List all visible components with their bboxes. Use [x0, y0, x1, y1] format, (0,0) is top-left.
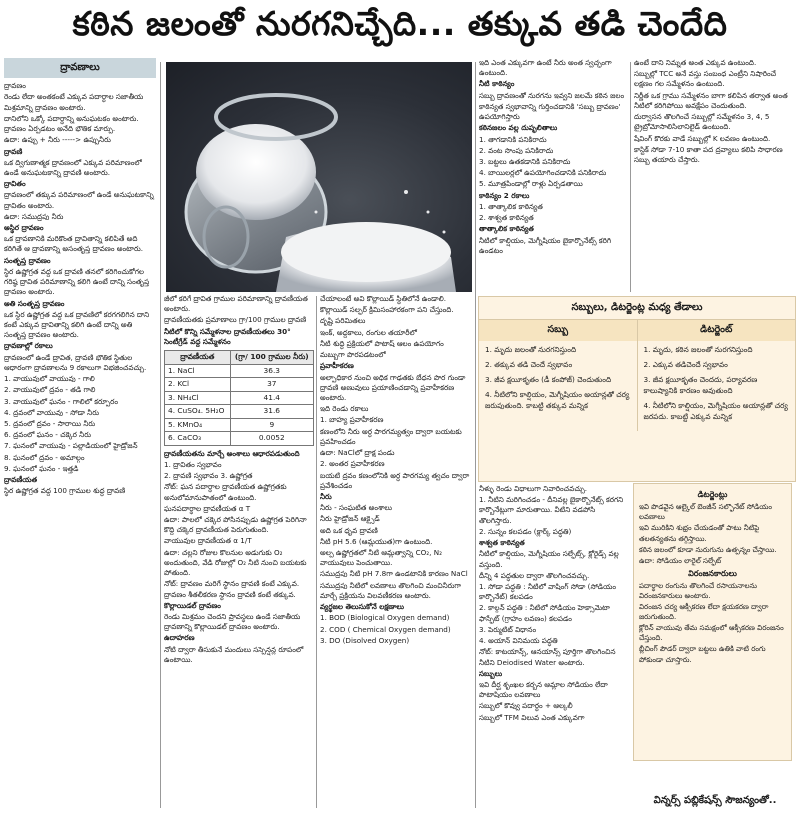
paragraph: ఇది రెండు రకాలు	[320, 404, 369, 414]
paragraph: మబ్బుగా పొరపడటంలో	[320, 350, 386, 360]
paragraph: 6. ద్రవంలో ఘనం - చక్కెర నీరు	[4, 430, 91, 440]
paragraph: బయటి ద్రవం కణంలోనికి అర్ధ పారగమ్య త్వచం ద్వారా ప్రవేశించడం	[320, 470, 470, 490]
paragraph: 1. వాయువులో వాయువు - గాలి	[4, 374, 95, 384]
list-item: 4. నీటిలోని కాల్షియం, మెగ్నీషియం అయాన్లతో చర్య జరపదు. కాబట్టి ఎక్కువ మన్నిక	[643, 400, 788, 421]
list-item: 2. తక్కువ తడి చెందే స్వభావం	[485, 359, 573, 369]
paragraph: ఒక స్థిర ఉష్ణోగ్రత వద్ద ఒక ద్రావణిలో కరగగలిగిన దాని కంటే ఎక్కువ ద్రావితాన్ని కలిగి ఉంటే దాన్ని అతి సంతృప్త ద్రావణం అంటారు.	[4, 309, 150, 340]
paragraph: 5. ద్రవంలో ద్రవం - సారాయి నీరు	[4, 418, 96, 428]
paragraph: 4. బాయిలర్లలో ఉపయోగించడానికి పనికిరాదు	[479, 168, 607, 178]
paragraph: నీటిలో కాల్షియం, మెగ్నీషియం బైకార్బొనేట్స్ కరిగి ఉండటం	[479, 235, 612, 255]
column-2	[164, 294, 314, 808]
paragraph: నోట్: ఘన పదార్థాల ద్రావణీయత ఉష్ణోగ్రతకు అనులోమానుపాతంలో ఉంటుంది.	[164, 482, 287, 502]
compound-cell: 3. NH₄Cl	[165, 391, 231, 405]
paragraph: 2. అంతర ప్రవాహీకరణ	[320, 459, 385, 469]
paragraph: నోటి ద్వారా తీసుకునే మందులు సస్పెన్షన్ల రూపంలో ఉంటాయి.	[164, 644, 304, 664]
soap-heading: సబ్బు	[479, 320, 638, 341]
paragraph: ఉంటే దాని నిమ్నత అంత ఎక్కువ ఉంటుంది.	[634, 58, 757, 67]
subheading: సంతృప్త ద్రావణం	[4, 255, 51, 265]
paragraph: 3. DO (Disolved Oxygen)	[320, 635, 410, 645]
list-item: క్లోరిన్ వాయువు తేమ సమక్షంలో ఆక్సీకరణ విరంజనం చేస్తుంది.	[639, 623, 784, 643]
list-item: ఇవి మురికిని శుభ్రం చేయడంతో పాటు నీటిపై తలతన్యతను తగ్గిస్తాయి.	[639, 523, 760, 543]
paragraph: సబ్బుల్లో TCC అనే వస్తు సంబంధ ఎంట్రీని నిషారించే లక్షణం గల సమ్మేళనం ఉంటుంది.	[634, 69, 777, 89]
subheading: నీటి కాఠిన్యం	[479, 79, 515, 89]
list-item: 3. జీవ క్షయీకృతం (డీ కంపోజ్) చెందుతుంది	[485, 374, 612, 384]
column-rule	[630, 62, 631, 292]
paragraph: నోట్: ద్రావణం మరిగే స్థానం ద్రావణి కంటే ఎక్కువ. ద్రావణం శీతలీకరణ స్థానం ద్రావణి కంటే తక్కువ.	[164, 579, 300, 599]
paragraph: 1. తాత్కాలిక కాఠిన్యత	[479, 201, 543, 211]
list-item: పదార్థాల రంగును తొలగించే రసాయనాలను విరంజనకారులు అంటారు.	[639, 581, 757, 601]
caption-text: జీలో కరిగే ద్రావిత గ్రాముల పరిమాణాన్ని ద్రావణీయత అంటారు.	[164, 294, 308, 314]
table-header: (గ్రా/ 100 గ్రాముల నీరు)	[230, 351, 313, 365]
subheading: కాఠిన్యం 2 రకాలు	[479, 190, 530, 200]
compound-cell: 1. NaCl	[165, 364, 231, 378]
soap-detergent-comparison	[478, 296, 796, 482]
subheading: శాశ్వత కాఠిన్యత	[479, 538, 525, 548]
paragraph: సబ్బులో TFM విలువ ఎంత ఎక్కువగా	[479, 712, 585, 722]
column-5	[634, 58, 794, 290]
paragraph: నిర్ణీత ఒక గ్రాము సమ్మేళనం బాగా కలిపిన తర్వాత అంత నీటిలో కరిగిపోయి అవక్షేపం చెందుతుంది.	[634, 90, 788, 110]
column-4-body	[479, 58, 627, 256]
paragraph: 7. ఘనంలో వాయువు - పల్లాడియంలో హైడ్రోజన్	[4, 441, 138, 451]
list-item: ఉదా: సోడియం లారైల్ సల్ఫేట్	[639, 555, 722, 565]
detergent-heading: డిటర్జెంట్	[638, 320, 796, 341]
paragraph: కణంలోని నీరు అర్ధ పారగమ్యత్వం ద్వారా బయటకు ప్రవహించడం	[320, 426, 462, 446]
subheading: ద్రావణి	[4, 146, 23, 156]
compound-cell: 5. KMnO₄	[165, 418, 231, 432]
column-1	[4, 58, 156, 808]
paragraph: 2. కాల్గన్ పద్ధతి : నీటిలో సోడియం హెక్సామెటా ఫాస్ఫేట్ (గ్రాహం లవణం) కలపడం	[479, 603, 610, 623]
paragraph: 2. COD ( Chemical Oxygen demand)	[320, 624, 451, 634]
subheading: ప్రవాహీకరణ	[320, 361, 354, 371]
compound-cell: 4. CuSO₄. 5H₂O	[165, 405, 231, 419]
solubility-cell: 31.6	[230, 405, 313, 419]
paragraph: వాయువుల ద్రావణీయత α 1/T	[164, 536, 252, 546]
detergent-column	[638, 341, 796, 431]
list-item: 1. మృదు జలంతో నురగనిస్తుంది	[485, 345, 577, 354]
table-row	[165, 391, 314, 405]
solubility-cell: 9	[230, 418, 313, 432]
subheading: తాత్కాలిక కాఠిన్యత	[479, 224, 534, 234]
list-item: 2. ఎక్కువ తడిచెందే స్వభావం	[643, 359, 728, 369]
column-rule	[160, 62, 161, 808]
paragraph: అది ఒక ధృవ ద్రావణి	[320, 525, 378, 535]
subheading: నీటిలో కొన్ని సమ్మేళనాల ద్రావణీయతలు 30° సెంటీగ్రేడ్ వద్ద సమ్మేళనం	[164, 326, 291, 346]
paragraph: స్థిర ఉష్ణోగ్రత వద్ద ఒక ద్రావణి తనలో కరిగించుకోగల గరిష్ఠ ద్రావిత పరిమాణాన్ని కలిగి ఉంటే దాన్ని సంతృప్త ద్రావణం అంటారు.	[4, 266, 150, 297]
subheading: ద్రావణాల్లో రకాలు	[4, 341, 53, 351]
table-header: ద్రావణీయత	[165, 351, 231, 365]
paragraph: 3. బట్టలు ఉతకడానికి పనికిరాదు	[479, 156, 571, 166]
comparison-title: సబ్బులు, డిటర్జెంట్ల మధ్య తేడాలు	[479, 297, 795, 320]
list-item: బ్లీచింగ్ పౌడర్ ద్వారా బట్టలు ఉతికి వాటి రంగు పోకుండా చూస్తారు.	[639, 644, 766, 664]
credit-line: విన్నర్స్ పబ్లికేషన్స్ సౌజన్యంతో..	[653, 795, 777, 806]
solubility-cell: 41.4	[230, 391, 313, 405]
paragraph: నీరు హైడ్రోజన్ ఆక్సైడ్	[320, 514, 380, 524]
column-5-body	[634, 58, 794, 165]
paragraph: రెండు మిశ్రమం చెందని ప్రావస్థలు ఉండే సజాతీయ ద్రావణాన్ని కొల్లాయిడల్ ద్రావణం అంటారు.	[164, 611, 301, 632]
subheading: ద్రావణీయతను మార్చే అంశాలు ఆధారపడుతుంది	[164, 448, 300, 458]
column-2-body	[164, 315, 314, 347]
paragraph: 9. ఘనంలో ఘనం - ఇత్తడి	[4, 463, 79, 473]
list-item: 3. జీవ క్షయీకృతం చెందదు, పర్యావరణ కాలుష్యానికి కారణం అవుతుంది	[643, 374, 758, 395]
compound-cell: 2. KCl	[165, 378, 231, 392]
box-heading: విరంజనకారులు	[688, 568, 737, 578]
paragraph: 2. శాశ్వత కాఠిన్యత	[479, 213, 534, 223]
paragraph: ద్రావణం	[4, 81, 26, 91]
list-item: 4. నీటిలోని కాల్షియం, మెగ్నీషియం అయాన్లతో చర్య జరుపుతుంది. కాబట్టి తక్కువ మన్నిక	[485, 389, 630, 410]
solubility-cell: 36.3	[230, 364, 313, 378]
paragraph: ఒక ద్రావణానికి మరికొంత ద్రావితాన్ని కలిపితే అది కరిగితే ఆ ద్రావణాన్ని అసంతృప్త ద్రావణం అంటారు.	[4, 234, 144, 254]
subheading: కొల్లాయిడల్ ద్రావణం	[164, 600, 221, 610]
paragraph: సముద్రపు నీటిలో లవణాలు తొలగించి మంచినీరుగా మార్చే ప్రక్రియను విలవణీకరణ అంటారు.	[320, 580, 462, 600]
paragraph: సబ్బులో కొవ్వు పదార్థం + ఆల్కలీ	[479, 701, 573, 711]
paragraph: 4. అయాన్ వినిమయ పద్ధతి	[479, 636, 558, 646]
paragraph: 2. సున్నం కలపడం (క్లార్క్ పద్ధతి)	[479, 526, 572, 536]
paragraph: 1. BOD (Biological Oxygen demand)	[320, 613, 450, 623]
paragraph: ఉదా: సముద్రపు నీరు	[4, 211, 64, 221]
column-1-body	[4, 81, 156, 496]
paragraph: రెండు లేదా అంతకంటే ఎక్కువ పదార్థాల సజాతీయ మిశ్రమాన్ని ద్రావణం అంటారు.	[4, 92, 144, 112]
paragraph: 1. తాగడానికి పనికిరాదు	[479, 134, 547, 144]
soap-column	[479, 341, 638, 431]
paragraph: అల్ప ఉష్ణోగ్రతలో నీటి ఆమ్లత్వాన్ని CO₂, N₂ వాయువులు పెంచుతాయి.	[320, 548, 442, 568]
paragraph: 8. ఘనంలో ద్రవం - అమాల్గం	[4, 452, 85, 462]
paragraph: 1. బాహ్య ప్రవాహీకరణ	[320, 415, 384, 425]
paragraph: 1. సోడా పద్ధతి : నీటిలో వాషింగ్ సోడా (సోడియం కార్బొనేట్) కలపడం	[479, 581, 616, 602]
list-item: విరంజన చర్య ఆక్సీకరణ లేదా క్షయకరణ ద్వారా జరుగుతుంది.	[639, 602, 769, 622]
subheading: ద్రావణీయత	[4, 475, 38, 485]
table-row	[165, 432, 314, 446]
subheading: కఠినజలం వల్ల దుష్ఫలితాలు	[479, 123, 558, 133]
list-item: 1. మృదు, కఠిన జలంతో నురగనిస్తుంది	[643, 345, 753, 354]
solubility-cell: 37	[230, 378, 313, 392]
column-4-lower	[479, 484, 629, 808]
paragraph: ఉదా: ఉప్పు + నీరు -----> ఉప్పునీరు	[4, 135, 111, 145]
subheading: ద్రావితం	[4, 179, 26, 189]
paragraph: సబ్బు ద్రావణంతో నురగను ఇవ్వని జలమే కఠిన జలం	[479, 90, 625, 100]
headline: కఠిన జలంతో నురగనిచ్చేది... తక్కువ తడి చెందేది	[72, 4, 728, 43]
paragraph: 2. ద్రావణి స్వభావం 3. ఉష్ణోగ్రత	[164, 471, 253, 481]
paragraph: నీటిలో కాల్షియం, మెగ్నీషియం సల్ఫేట్స్, క్లోరైడ్స్ వల్ల వస్తుంది.	[479, 549, 619, 569]
paragraph: కాఠిన్యత స్వభావాన్ని గుర్తించడానికి 'సబ్బు ద్రావణం' ఉపయోగిస్తారు	[479, 101, 621, 122]
table-row	[165, 418, 314, 432]
paragraph: 1. ద్రావితం స్వభావం	[164, 459, 222, 469]
paragraph: కాస్టిక్ సోడా 7-10 కాతా పద ద్రవ్యాలు కలిపి సాధారణ సబ్బు తయారు చేస్తారు.	[634, 144, 783, 164]
solubility-cell: 0.0052	[230, 432, 313, 446]
paragraph: షేవింగ్ కొరకు వాడే సబ్బుల్లో K లవణం ఉంటుంది.	[634, 133, 771, 143]
table-row	[165, 378, 314, 392]
paragraph: ఉదా: చల్లని రోజుల కొలనుల అడుగుకు O₂ అందుతుంది, వేడి రోజుల్లో O₂ నీటి నుంచి బయటకు పోతుంది.	[164, 547, 307, 578]
paragraph: 2. వంట సొంపు పనికిరాదు	[479, 145, 554, 155]
paragraph: స్థిర ఉష్ణోగ్రత వద్ద 100 గ్రాముల శుద్ధ ద్రావణి	[4, 486, 126, 496]
paragraph: ఇంక్, అద్దకాలు, రంగుల తయారీలో	[320, 327, 417, 337]
paragraph: దానిలోని ఒక్కో పదార్థాన్ని అనుఘటకం అంటారు. ద్రావణం ఏర్పడటం అనేది భౌతిక మార్పు.	[4, 113, 139, 134]
column-rule	[475, 62, 476, 808]
paragraph: నీటి pH 5.6 (ఆమ్లయుత)గా ఉంటుంది.	[320, 536, 433, 546]
paragraph: నీటి శుద్ధి ప్రక్రియలో పొటాష్ ఆలం ఉపయోగం	[320, 338, 444, 348]
paragraph: ఒక ద్విగుణాత్మక ద్రావణంలో ఎక్కువ పరిమాణంలో ఉండే అనుఘటకాన్ని ద్రావణి అంటారు.	[4, 157, 142, 177]
box-heading: డిటర్జెంట్లు	[697, 490, 728, 499]
paragraph: సముద్రపు నీటి pH 7.8గా ఉండటానికి కారణం NaCl	[320, 569, 468, 579]
table-row	[165, 364, 314, 378]
column-3	[320, 294, 472, 808]
paragraph: దృష్టి పరిమితలు	[320, 316, 366, 326]
list-item: కఠిన జలంలో కూడా నురుగును ఉత్పన్నం చేస్తాయి.	[639, 544, 777, 554]
subheading: అస్థిర ద్రావణం	[4, 223, 44, 233]
column-4-lower-body	[479, 484, 629, 723]
paragraph: ఉదా: పాలలో చక్కెర పోసినప్పుడు ఉష్ణోగ్రత పెరిగినా కొద్ది చక్కెర ద్రావణీయత పెరుగుతుంది.	[164, 515, 307, 535]
paragraph: 3. వాయువులో ఘనం - గాలిలో కర్పూరం	[4, 396, 119, 406]
detergent-box	[633, 483, 792, 761]
column-rule	[316, 296, 317, 808]
subheading: వ్యర్థజల తెలుసుకోనే లక్షణాలు	[320, 602, 405, 612]
salt-jar-photo	[166, 62, 472, 292]
table-row	[165, 405, 314, 419]
subheading: నీరు	[320, 491, 332, 501]
paragraph: ఉదా: NaClలో ద్రాక్ష పండు	[320, 448, 395, 458]
subheading: ఉదాహరణ	[164, 633, 195, 643]
paragraph: నోట్: కాటయాన్స్, ఆనయాన్స్ పూర్తిగా తొలగించిన నీటిని Deiodised Water అంటారు.	[479, 647, 616, 667]
section-title: ద్రావణాలు	[4, 58, 156, 78]
subheading: సబ్బులు	[479, 668, 503, 678]
solubility-table	[164, 350, 314, 446]
paragraph: కొల్లాయిడ్ సల్ఫర్ క్రిమిసంహారకంగా పని చేస్తుంది.	[320, 305, 454, 315]
paragraph: ద్రావణంలో తక్కువ పరిమాణంలో ఉండే అనుఘటకాన్ని ద్రావితం అంటారు.	[4, 190, 154, 210]
paragraph: నీరు - సంఘటిత అంశాలు	[320, 503, 392, 513]
paragraph: ద్రావణీయతకు ప్రమాణాలు గ్రా/100 గ్రాముల ద్రావణి	[164, 315, 307, 325]
paragraph: ఇది ఎంత ఎక్కువగా ఉంటే నీరు అంత స్వచ్ఛంగా ఉంటుంది.	[479, 58, 612, 78]
paragraph: చేయాలంటే అవి కొల్లాయిడ్ స్థితిలోనే ఉండాలి.	[320, 294, 447, 303]
paragraph: 5. మూత్రపిండాల్లో రాళ్లు ఏర్పడతాయి	[479, 179, 583, 189]
paragraph: ఘనపదార్థాల ద్రావణీయత α T	[164, 503, 251, 513]
paragraph: అల్పాధికార నుంచి అధిక గాఢతకు బేధన పొర గుండా ద్రావణి అణువులు ప్రయాణించడాన్ని ప్రవాహీకరణ అంటారు.	[320, 372, 466, 402]
list-item: ఇవి పొడవైన ఆల్కైల్ బెంజీన్ సల్ఫొనేట్ సోడియం లవణాలు	[639, 502, 772, 522]
compound-cell: 6. CaCO₃	[165, 432, 231, 446]
paragraph: 1. నీటిని మరిగించడం - దీనివల్ల బైకార్బొనేట్స్ కరగని కార్బొనేట్లుగా మారుతాయి. వీటిని వడపోసి తొలగిస్తారు.	[479, 495, 624, 525]
paragraph: నీళ్ళు రెండు విధాలుగా నివారించవచ్చు.	[479, 484, 588, 493]
paragraph: దుర్వాసన తొలగించే సబ్బుల్లో సమ్మేళనం 3, 4, 5 ట్రైబ్రోమోసాలిసిలానిలైడ్ ఉంటుంది.	[634, 112, 770, 132]
paragraph: దీన్ని 4 పద్ధతుల ద్వారా తొలగించవచ్చు.	[479, 570, 590, 580]
column-3-body	[320, 294, 472, 646]
column-4	[479, 58, 627, 290]
paragraph: ద్రావణంలో ఉండే ద్రావిత, ద్రావణి భౌతిక స్థితుల ఆధారంగా ద్రావణాలను 9 రకాలుగా విభజించవచ్చు.	[4, 352, 147, 372]
paragraph: 4. ద్రవంలో వాయువు - సోడా నీరు	[4, 407, 99, 417]
column-2-after	[164, 449, 314, 665]
paragraph: 2. వాయువులో ద్రవం - తడి గాలి	[4, 385, 96, 395]
subheading: అతి సంతృప్త ద్రావణం	[4, 298, 65, 308]
paragraph: ఇవి దీర్ఘ శృంఖల కర్బన ఆమ్లాల సోడియం లేదా పొటాషియం లవణాలు	[479, 679, 608, 700]
paragraph: 3. పెర్ముటిట్ విధానం	[479, 624, 537, 634]
